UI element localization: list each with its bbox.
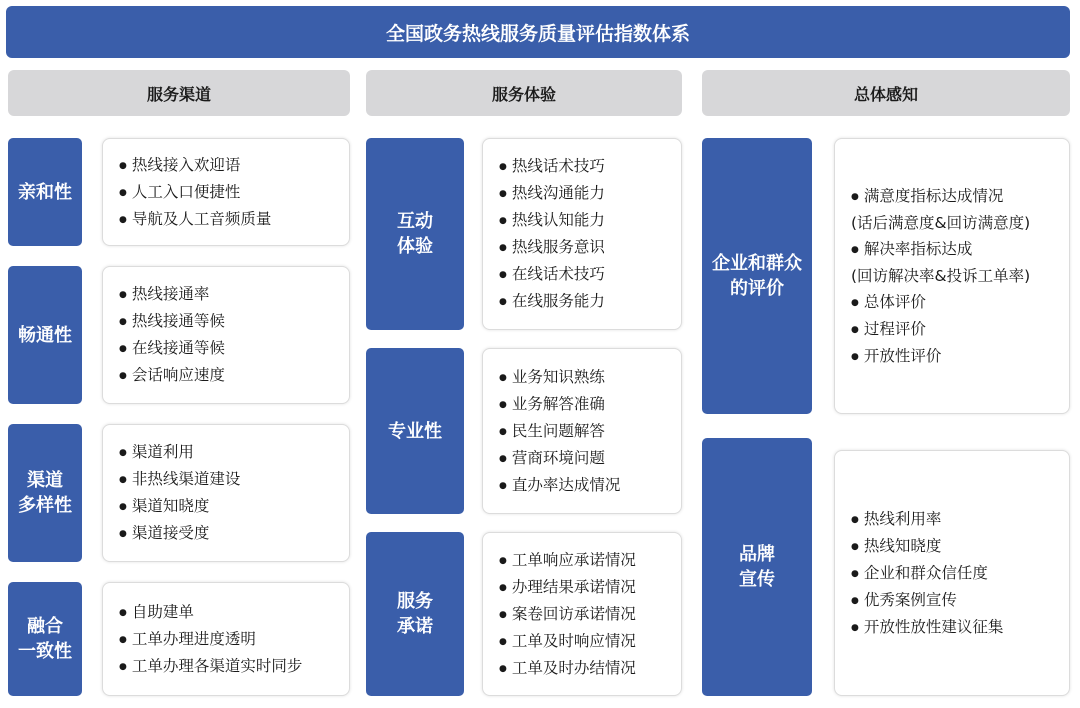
list-item-note: (话后满意度&回访满意度)	[851, 213, 1031, 232]
list-item: ● 工单办理进度透明	[119, 626, 349, 653]
items-smoothness	[102, 266, 350, 404]
category-affinity: 亲和性	[8, 138, 82, 246]
items-integration-consistency	[102, 582, 350, 696]
category-professionalism: 专业性	[366, 348, 464, 514]
list-item: ● 开放性评价	[851, 343, 1069, 370]
list-item: ● 优秀案例宣传	[851, 587, 1069, 614]
list-item: ● 工单及时办结情况	[499, 655, 681, 682]
list-item: ● 业务知识熟练	[499, 364, 681, 391]
category-enterprise-public-evaluation: 企业和群众 的评价	[702, 138, 812, 414]
items-interactive-experience	[482, 138, 682, 330]
list-item: ● 会话响应速度	[119, 362, 349, 389]
list-item: ● 热线接入欢迎语	[119, 152, 349, 179]
list-item: ● 总体评价	[851, 289, 1069, 316]
items-enterprise-public-evaluation	[834, 138, 1070, 414]
list-item: ● 过程评价	[851, 316, 1069, 343]
list-item: ● 直办率达成情况	[499, 472, 681, 499]
list-item-note: (回访解决率&投诉工单率)	[851, 266, 1031, 285]
items-professionalism	[482, 348, 682, 514]
list-item: ● 热线话术技巧	[499, 153, 681, 180]
items-channel-diversity	[102, 424, 350, 562]
items-service-commitment	[482, 532, 682, 696]
items-brand-promotion	[834, 450, 1070, 696]
list-item: ● 热线接通率	[119, 281, 349, 308]
category-smoothness: 畅通性	[8, 266, 82, 404]
list-item: ● 办理结果承诺情况	[499, 574, 681, 601]
column-header-service-channel: 服务渠道	[8, 70, 350, 116]
list-item: ● 营商环境问题	[499, 445, 681, 472]
items-affinity	[102, 138, 350, 246]
list-item: ● 工单办理各渠道实时同步	[119, 653, 349, 680]
list-item: ● 在线话术技巧	[499, 261, 681, 288]
column-header-overall-perception: 总体感知	[702, 70, 1070, 116]
list-item: ● 热线接通等候	[119, 308, 349, 335]
list-item: ● 解决率指标达成	[851, 236, 1069, 263]
list-item: ● 企业和群众信任度	[851, 560, 1069, 587]
category-interactive-experience: 互动 体验	[366, 138, 464, 330]
list-item: ● 工单及时响应情况	[499, 628, 681, 655]
list-item: ● 渠道利用	[119, 439, 349, 466]
list-item: ● 民生问题解答	[499, 418, 681, 445]
column-header-service-experience: 服务体验	[366, 70, 682, 116]
list-item: ● 热线利用率	[851, 506, 1069, 533]
list-item: ● 在线服务能力	[499, 288, 681, 315]
list-item: ● 业务解答准确	[499, 391, 681, 418]
list-item: ● 渠道接受度	[119, 520, 349, 547]
list-item: ● 工单响应承诺情况	[499, 547, 681, 574]
list-item: ● 热线认知能力	[499, 207, 681, 234]
category-channel-diversity: 渠道 多样性	[8, 424, 82, 562]
list-item: ● 案卷回访承诺情况	[499, 601, 681, 628]
list-item: ● 满意度指标达成情况	[851, 183, 1069, 210]
list-item: ● 开放性放性建议征集	[851, 614, 1069, 641]
category-brand-promotion: 品牌 宣传	[702, 438, 812, 696]
list-item: ● 渠道知晓度	[119, 493, 349, 520]
list-item: ● 在线接通等候	[119, 335, 349, 362]
category-service-commitment: 服务 承诺	[366, 532, 464, 696]
list-item: ● 导航及人工音频质量	[119, 206, 349, 233]
list-item: ● 热线沟通能力	[499, 180, 681, 207]
category-integration-consistency: 融合 一致性	[8, 582, 82, 696]
list-item: ● 自助建单	[119, 599, 349, 626]
list-item: ● 热线服务意识	[499, 234, 681, 261]
list-item: ● 非热线渠道建设	[119, 466, 349, 493]
list-item: ● 热线知晓度	[851, 533, 1069, 560]
list-item: ● 人工入口便捷性	[119, 179, 349, 206]
page-title: 全国政务热线服务质量评估指数体系	[6, 6, 1070, 58]
